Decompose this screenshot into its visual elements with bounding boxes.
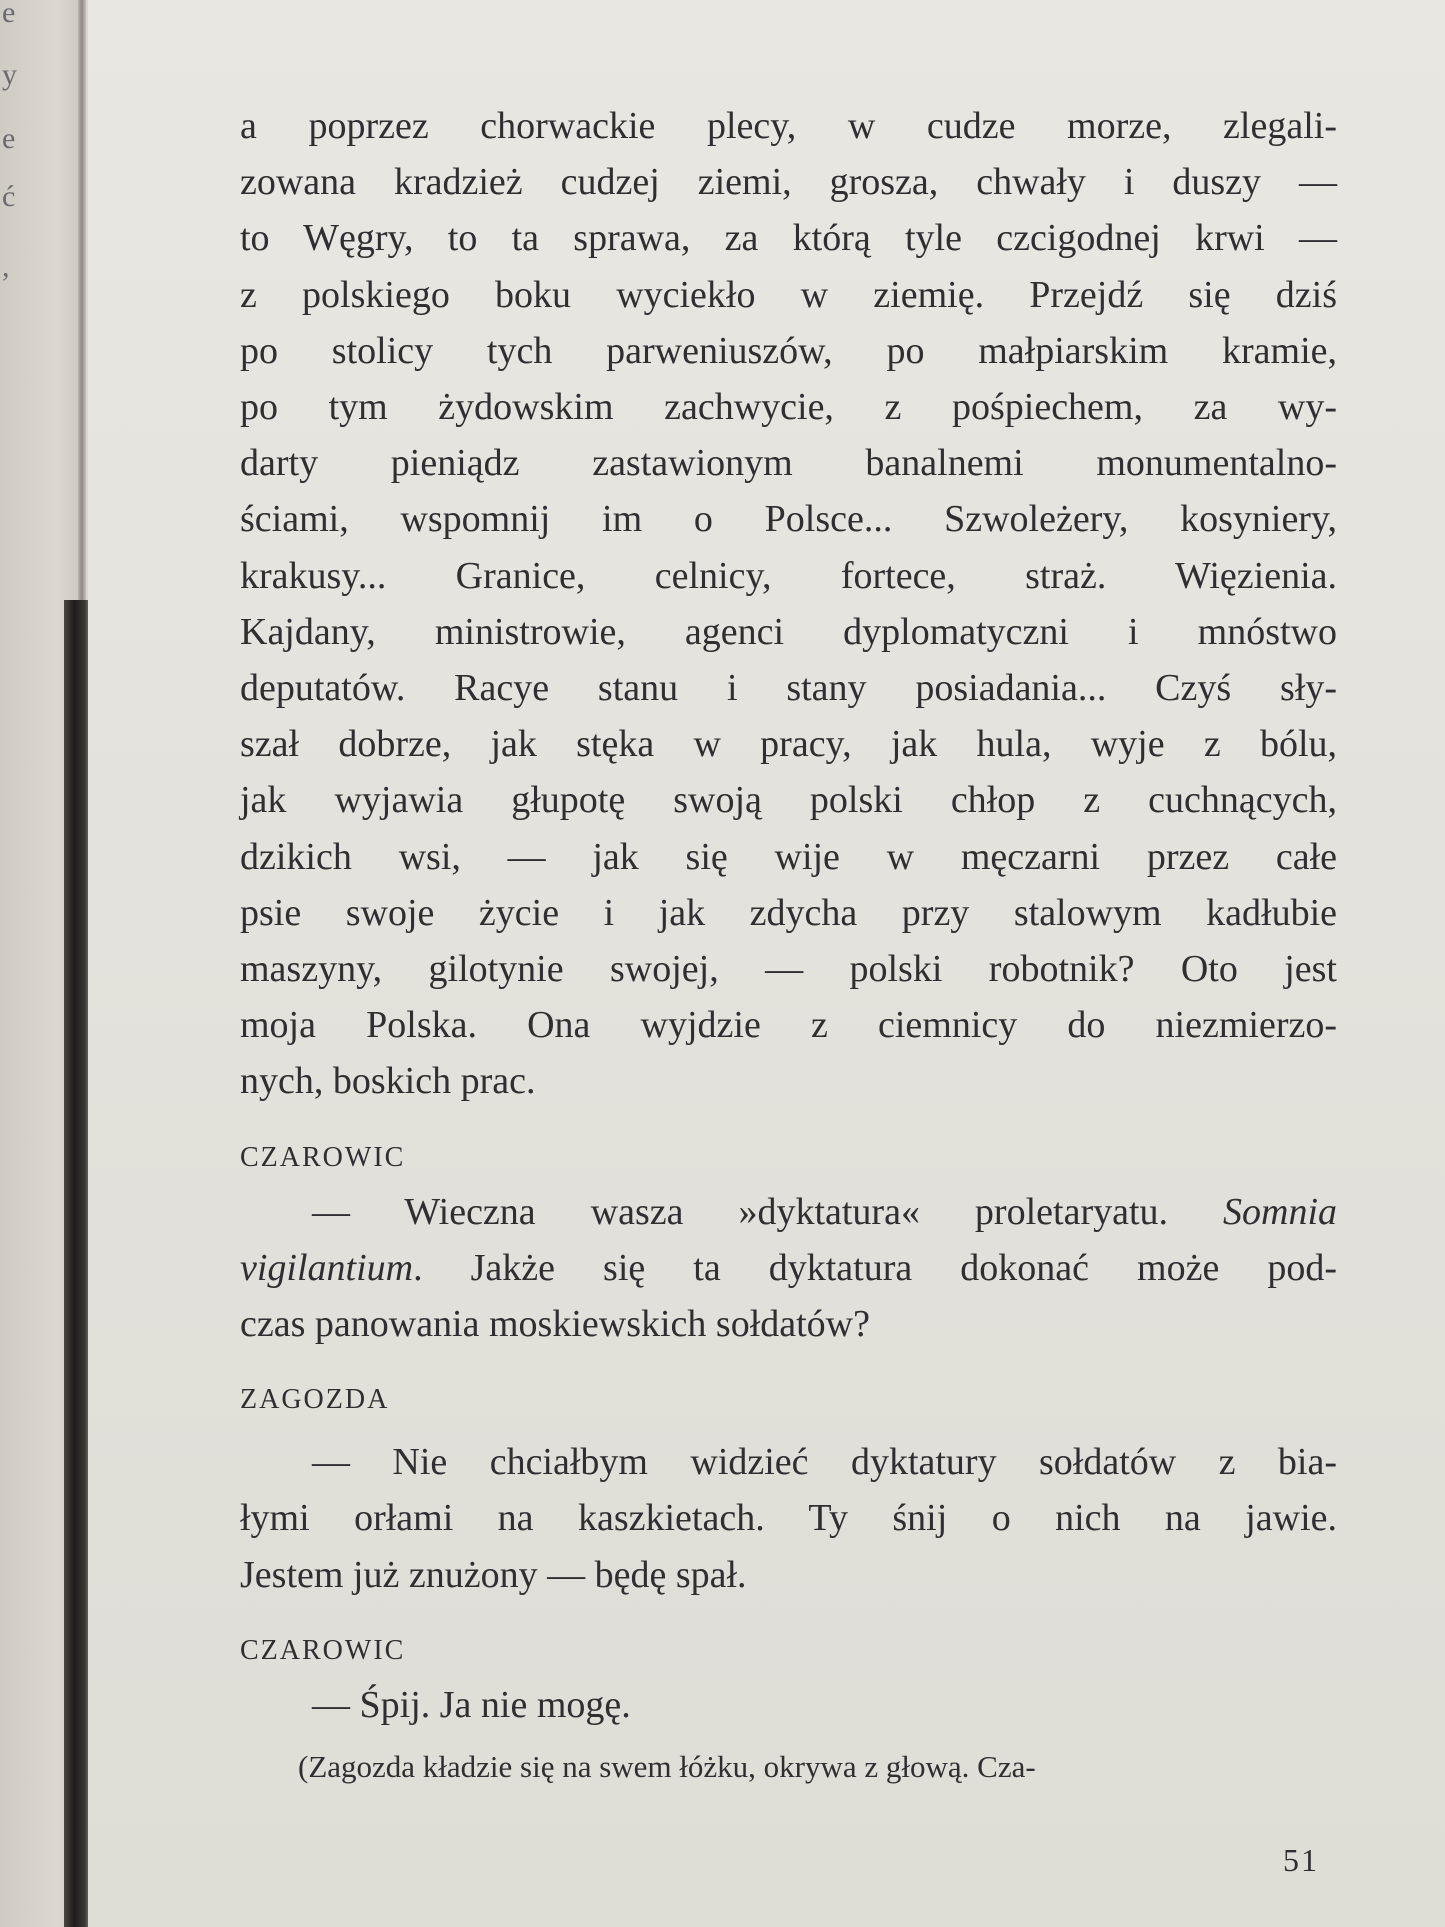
text-line: moja Polska. Ona wyjdzie z ciemnicy do niezmierzo- [240,1004,1337,1047]
text-line: z polskiego boku wyciekło w ziemię. Przejdź się dziś [240,273,1337,316]
speaker-name: ZAGOZDA [240,1384,390,1416]
left-edge-glyph: e [2,122,16,155]
left-edge-glyph: , [2,250,10,283]
text-line [240,1184,1337,1240]
speaker-name: CZAROWIC [240,1634,406,1666]
text-line: Jestem już znużony — będę spał. [240,1553,747,1596]
page-text [240,98,1337,1787]
left-edge-glyph: ć [2,180,16,213]
text-line: — Śpij. Ja nie mogę. [312,1683,631,1726]
text-line: dzikich wsi, — jak się wije w męczarni przez całe [240,835,1337,878]
left-edge-glyph: y [2,58,17,91]
dialogue-paragraph [240,1677,1337,1733]
text-line: a poprzez chorwackie plecy, w cudze morze, zlegali- [240,105,1337,147]
text-segment: — Wieczna wasza »dyktatura« proletaryatu. [312,1190,1169,1233]
text-line: po tym żydowskim zachwycie, z pośpiechem, za wy- [240,386,1337,429]
text-line: jak wyjawia głupotę swoją polski chłop z cuchnących, [240,779,1337,822]
text-line: psie swoje życie i jak zdycha przy stalowym kadłubie [240,891,1337,934]
dialogue-paragraph [240,1434,1337,1603]
italic-text: Somnia [1223,1190,1338,1233]
text-line: to Węgry, to ta sprawa, za którą tyle czcigodnej krwi — [240,217,1337,260]
text-line: nych, boskich prac. [240,1060,536,1103]
text-line: maszyny, gilotynie swojej, — polski robotnik? Oto jest [240,948,1337,991]
page-number: 51 [1283,1842,1319,1878]
text-line: krakusy... Granice, celnicy, fortece, straż. Więzienia. [240,554,1337,597]
body-paragraph [240,98,1337,1110]
book-gutter [78,0,86,620]
text-line: zowana kradzież cudzej ziemi, grosza, chwały i duszy — [240,161,1337,204]
text-line: darty pieniądz zastawionym banalnemi monumentalno- [240,442,1337,485]
book-spine [64,600,90,1927]
text-line: po stolicy tych parweniuszów, po małpiarskim kramie, [240,329,1337,372]
italic-text: vigilantium [240,1246,414,1289]
stage-direction: (Zagozda kładzie się na swem łóżku, okrywa z głową. Cza- [298,1749,1036,1785]
text-line: łymi orłami na kaszkietach. Ty śnij o nich na jawie. [240,1497,1337,1540]
speaker-name: CZAROWIC [240,1141,406,1173]
dialogue-paragraph [240,1184,1337,1353]
left-edge-glyph: e [2,0,16,29]
text-line: — Nie chciałbym widzieć dyktatury sołdatów z bia- [312,1441,1337,1484]
text-line: deputatów. Racye stanu i stany posiadania... Czyś sły- [240,667,1337,710]
text-line [240,1240,1337,1296]
text-segment: . Jakże się ta dyktatura dokonać może pod- [413,1246,1337,1289]
text-line: czas panowania moskiewskich sołdatów? [240,1303,870,1346]
text-line: szał dobrze, jak stęka w pracy, jak hula, wyje z bólu, [240,723,1337,766]
text-line: ściami, wspomnij im o Polsce... Szwoleżery, kosyniery, [240,498,1337,541]
text-line: Kajdany, ministrowie, agenci dyplomatyczni i mnóstwo [240,610,1337,653]
